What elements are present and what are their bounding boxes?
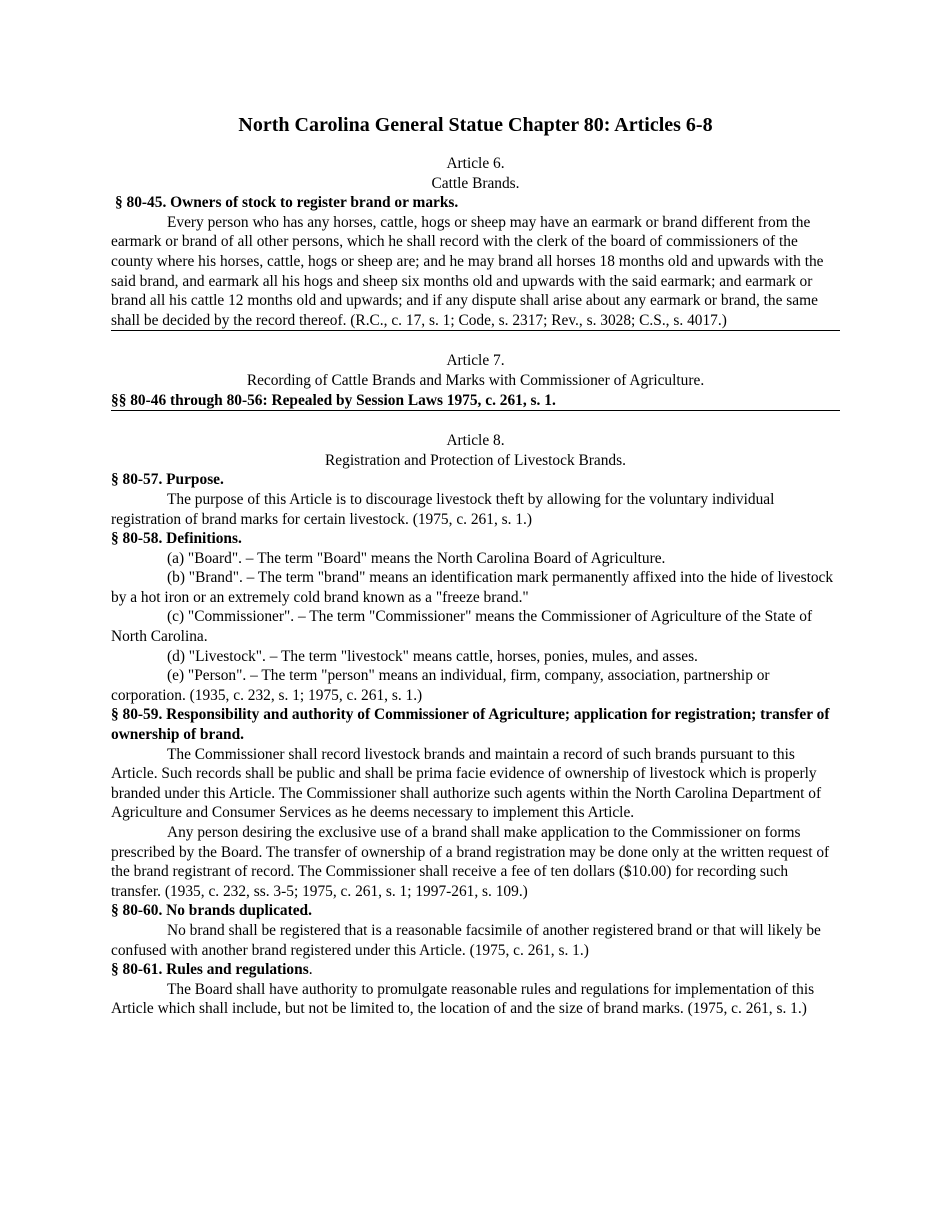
article-7-name: Recording of Cattle Brands and Marks with Commissioner of Agriculture. xyxy=(246,371,705,389)
article-6-name: Cattle Brands. xyxy=(431,174,520,192)
section-80-61-body: The Board shall have authority to promulgate reasonable rules and regulations for implementation of this Article which shall include, but not be limited to, the location of and the size of brand marks. (1975, c. 261, s. 1.) xyxy=(111,980,815,1018)
section-80-61-heading-period: . xyxy=(308,961,313,979)
article-7-number: Article 7. xyxy=(446,352,505,370)
definition-board: (a) "Board". – The term "Board" means the North Carolina Board of Agriculture. xyxy=(167,549,666,567)
article-6 xyxy=(111,154,840,331)
document-title: North Carolina General Statue Chapter 80: Articles 6-8 xyxy=(238,114,713,136)
definition-livestock: (d) "Livestock". – The term "livestock" means cattle, horses, ponies, mules, and asses. xyxy=(167,647,698,665)
section-80-59-heading: § 80-59. Responsibility and authority of Commissioner of Agriculture; application for registration; transfer of ownership of brand. xyxy=(111,706,830,744)
article-8-number: Article 8. xyxy=(446,432,505,450)
section-80-61-heading: § 80-61. Rules and regulations xyxy=(111,961,309,979)
definition-commissioner: (c) "Commissioner". – The term "Commissioner" means the Commissioner of Agriculture of the State of North Carolina. xyxy=(111,608,813,646)
section-80-45-heading: § 80-45. Owners of stock to register brand or marks. xyxy=(115,194,459,212)
section-80-60-heading: § 80-60. No brands duplicated. xyxy=(111,902,312,920)
article-6-number: Article 6. xyxy=(446,155,505,172)
article-7 xyxy=(111,351,840,411)
article-8 xyxy=(111,431,840,1019)
section-80-59-paragraph-1: The Commissioner shall record livestock brands and maintain a record of such brands pursuant to this Article. Such records shall be public and shall be prima facie evidence of ownership of livestock which is properly branded under this Article. The Commissioner shall authorize such agents within the North Carolina Department of Agriculture and Consumer Services as he deems necessary to implement this Article. xyxy=(111,745,822,822)
document-page xyxy=(111,112,840,1019)
section-80-60-body: No brand shall be registered that is a reasonable facsimile of another registered brand or that will likely be confused with another brand registered under this Article. (1975, c. 261, s. 1.) xyxy=(111,921,821,959)
section-80-57-body: The purpose of this Article is to discourage livestock theft by allowing for the voluntary individual registration of brand marks for certain livestock. (1975, c. 261, s. 1.) xyxy=(111,490,775,528)
section-80-61-heading-line xyxy=(111,960,840,980)
sections-80-46-to-80-56-heading: §§ 80-46 through 80-56: Repealed by Session Laws 1975, c. 261, s. 1. xyxy=(111,391,840,412)
section-80-57-heading: § 80-57. Purpose. xyxy=(111,471,224,489)
definition-brand: (b) "Brand". – The term "brand" means an identification mark permanently affixed into the hide of livestock by a hot iron or an extremely cold brand known as a "freeze brand." xyxy=(111,569,834,606)
section-80-59-paragraph-2: Any person desiring the exclusive use of a brand shall make application to the Commissioner on forms prescribed by the Board. The transfer of ownership of a brand registration may be done only at the written request of the brand registrant of record. The Commissioner shall receive a fee of ten dollars ($10.00) for recording such transfer. (1935, c. 232, ss. 3-5; 1975, c. 261, s. 1; 1997-261, s. 109.) xyxy=(111,824,830,900)
section-80-58-heading: § 80-58. Definitions. xyxy=(111,530,242,548)
article-8-name: Registration and Protection of Livestock Brands. xyxy=(325,451,626,469)
section-80-45-body: Every person who has any horses, cattle, hogs or sheep may have an earmark or brand different from the earmark or brand of all other persons, which he shall record with the clerk of the board of commissioners of the county where his horses, cattle, hogs or sheep are; and he may brand all horses 18 months old and upwards with the said brand, and earmark all his hogs and sheep six months old and upwards with the said earmark; and earmark or brand all his cattle 12 months old and upwards; and if any dispute shall arise about any earmark or brand, the same shall be decided by the record thereof. (R.C., c. 17, s. 1; Code, s. 2317; Rev., s. 3028; C.S., s. 4017.) xyxy=(111,213,840,332)
definition-person: (e) "Person". – The term "person" means an individual, firm, company, association, partnership or corporation. (1935, c. 232, s. 1; 1975, c. 261, s. 1.) xyxy=(111,667,770,704)
